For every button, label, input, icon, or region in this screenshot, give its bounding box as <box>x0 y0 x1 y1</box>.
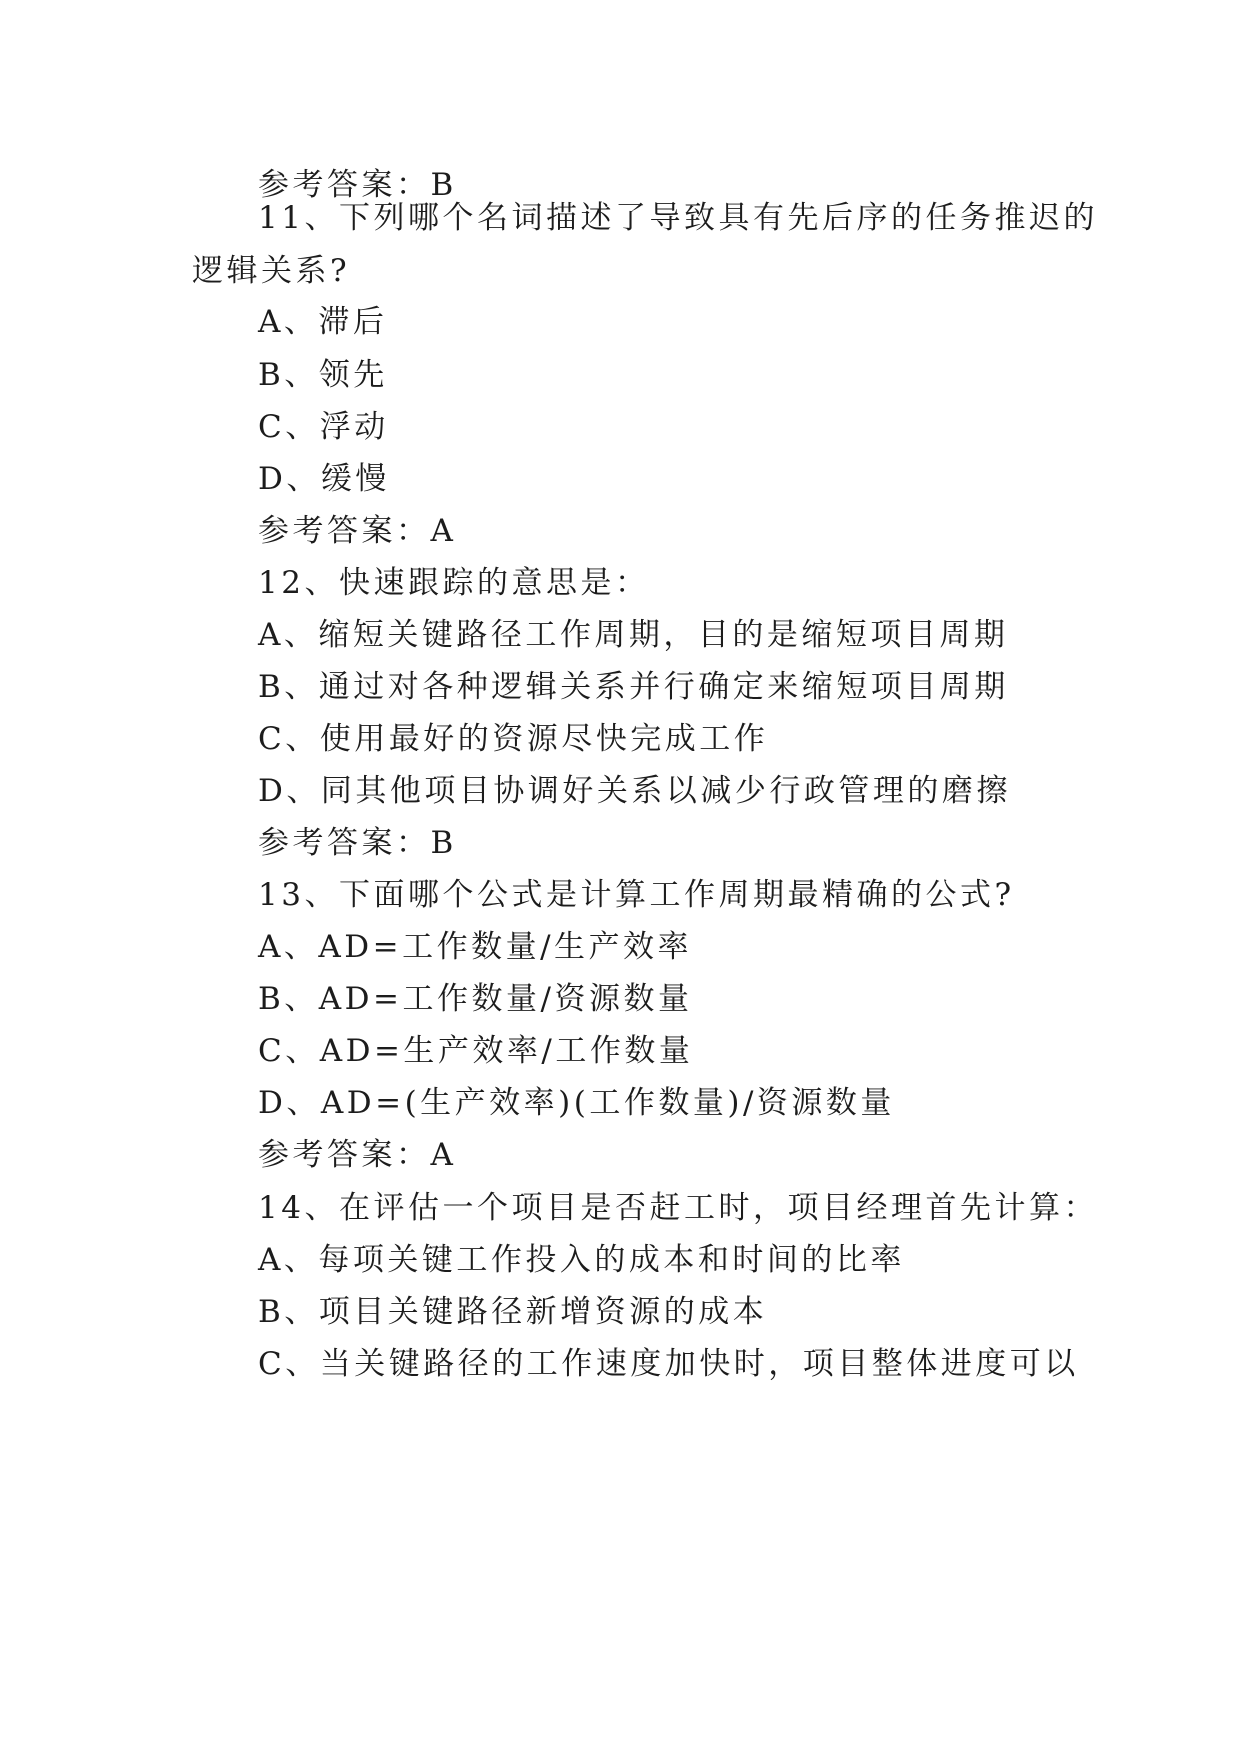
option-line: C、当关键路径的工作速度加快时，项目整体进度可以 <box>258 1346 1079 1382</box>
option-line: B、项目关键路径新增资源的成本 <box>258 1294 768 1330</box>
question-11-text: 11、下列哪个名词描述了导致具有先后序的任务推迟的 <box>258 200 1098 236</box>
option-line: A、AD=工作数量/生产效率 <box>258 929 693 965</box>
option-line: C、使用最好的资源尽快完成工作 <box>258 721 769 757</box>
question-11-continuation: 逻辑关系? <box>192 253 351 289</box>
answer-line: 参考答案：A <box>258 1137 457 1173</box>
option-line: D、同其他项目协调好关系以减少行政管理的磨擦 <box>258 773 1011 809</box>
option-line: A、缩短关键路径工作周期，目的是缩短项目周期 <box>258 617 1009 653</box>
option-line: D、缓慢 <box>258 461 390 497</box>
option-line: A、滞后 <box>258 304 388 340</box>
question-14-text: 14、在评估一个项目是否赶工时，项目经理首先计算： <box>258 1190 1098 1226</box>
question-12-text: 12、快速跟踪的意思是： <box>258 565 650 601</box>
option-line: C、AD=生产效率/工作数量 <box>258 1033 694 1069</box>
answer-line: 参考答案：A <box>258 513 457 549</box>
answer-line: 参考答案：B <box>258 167 457 203</box>
option-line: C、浮动 <box>258 409 389 445</box>
question-13-text: 13、下面哪个公式是计算工作周期最精确的公式? <box>258 877 1015 913</box>
option-line: A、每项关键工作投入的成本和时间的比率 <box>258 1242 905 1278</box>
option-line: D、AD=(生产效率)(工作数量)/资源数量 <box>258 1085 895 1121</box>
answer-line: 参考答案：B <box>258 825 457 861</box>
option-line: B、通过对各种逻辑关系并行确定来缩短项目周期 <box>258 669 1009 705</box>
option-line: B、AD=工作数量/资源数量 <box>258 981 693 1017</box>
option-line: B、领先 <box>258 357 388 393</box>
